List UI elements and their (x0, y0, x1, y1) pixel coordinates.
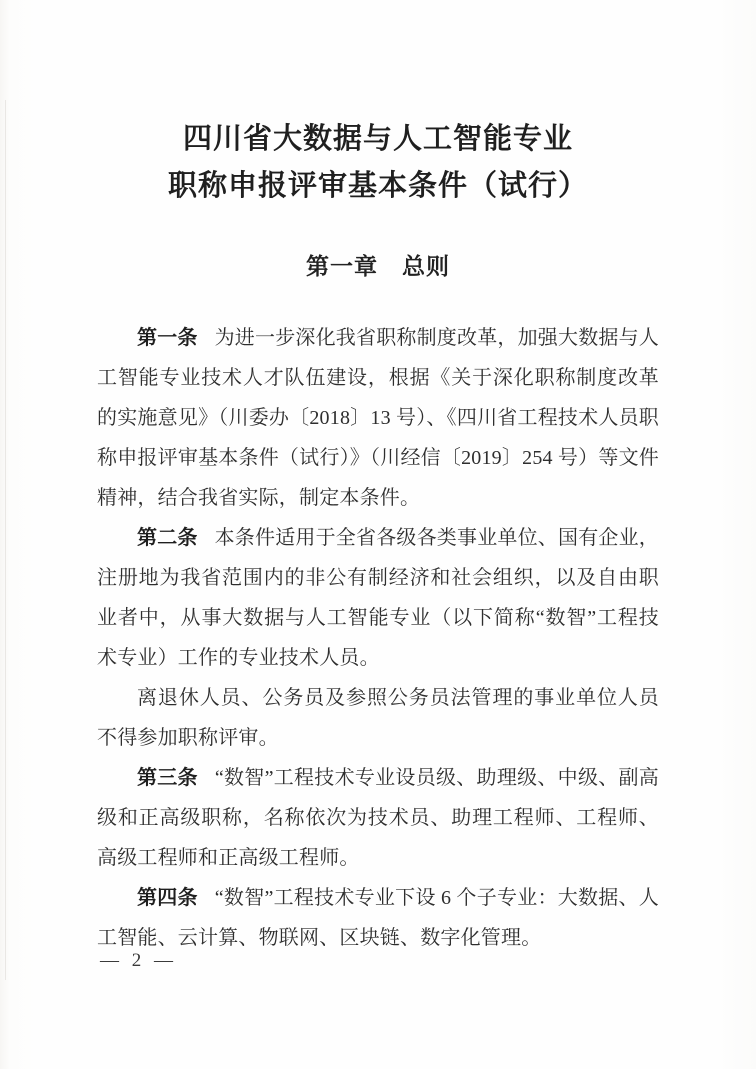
article-text-5: “数智”工程技术专业下设 6 个子专业：大数据、人工智能、云计算、物联网、区块链、数字化管理。 (97, 887, 659, 949)
article-label-5: 第四条 (137, 887, 198, 909)
article-text-3: 离退休人员、公务员及参照公务员法管理的事业单位人员不得参加职称评审。 (97, 687, 659, 749)
article-text-1: 为进一步深化我省职称制度改革，加强大数据与人工智能专业技术人才队伍建设，根据《关于深化职称制度改革的实施意见》（川委办〔2018〕13 号）、《四川省工程技术人员职称申报评审基本条件（试行）》（川经信〔2019〕254 号）等文件精神，结合我省实际，制定本条件。 (97, 327, 660, 509)
article-paragraph-3 (97, 678, 659, 758)
document-title-line-1: 四川省大数据与人工智能专业 (182, 123, 573, 155)
article-paragraph-1 (97, 318, 659, 518)
article-paragraph-5 (97, 878, 659, 958)
article-label-2: 第二条 (137, 527, 198, 549)
document-title-line-2: 职称申报评审基本条件（试行） (167, 170, 588, 202)
chapter-heading: 第一章 总则 (306, 254, 450, 279)
article-text-4: “数智”工程技术专业设员级、助理级、中级、副高级和正高级职称，名称依次为技术员、助理工程师、工程师、高级工程师和正高级工程师。 (97, 767, 659, 869)
article-label-1: 第一条 (137, 327, 198, 349)
document-title (60, 116, 696, 210)
article-paragraph-4 (97, 758, 659, 878)
article-paragraph-2 (97, 518, 659, 678)
article-text-2: 本条件适用于全省各级各类事业单位、国有企业，注册地为我省范围内的非公有制经济和社会组织，以及自由职业者中，从事大数据与人工智能专业（以下简称“数智”工程技术专业）工作的专业技术人员。 (97, 527, 660, 669)
document-body (97, 318, 659, 958)
page-number: — 2 — (100, 950, 177, 971)
article-label-4: 第三条 (137, 767, 198, 789)
